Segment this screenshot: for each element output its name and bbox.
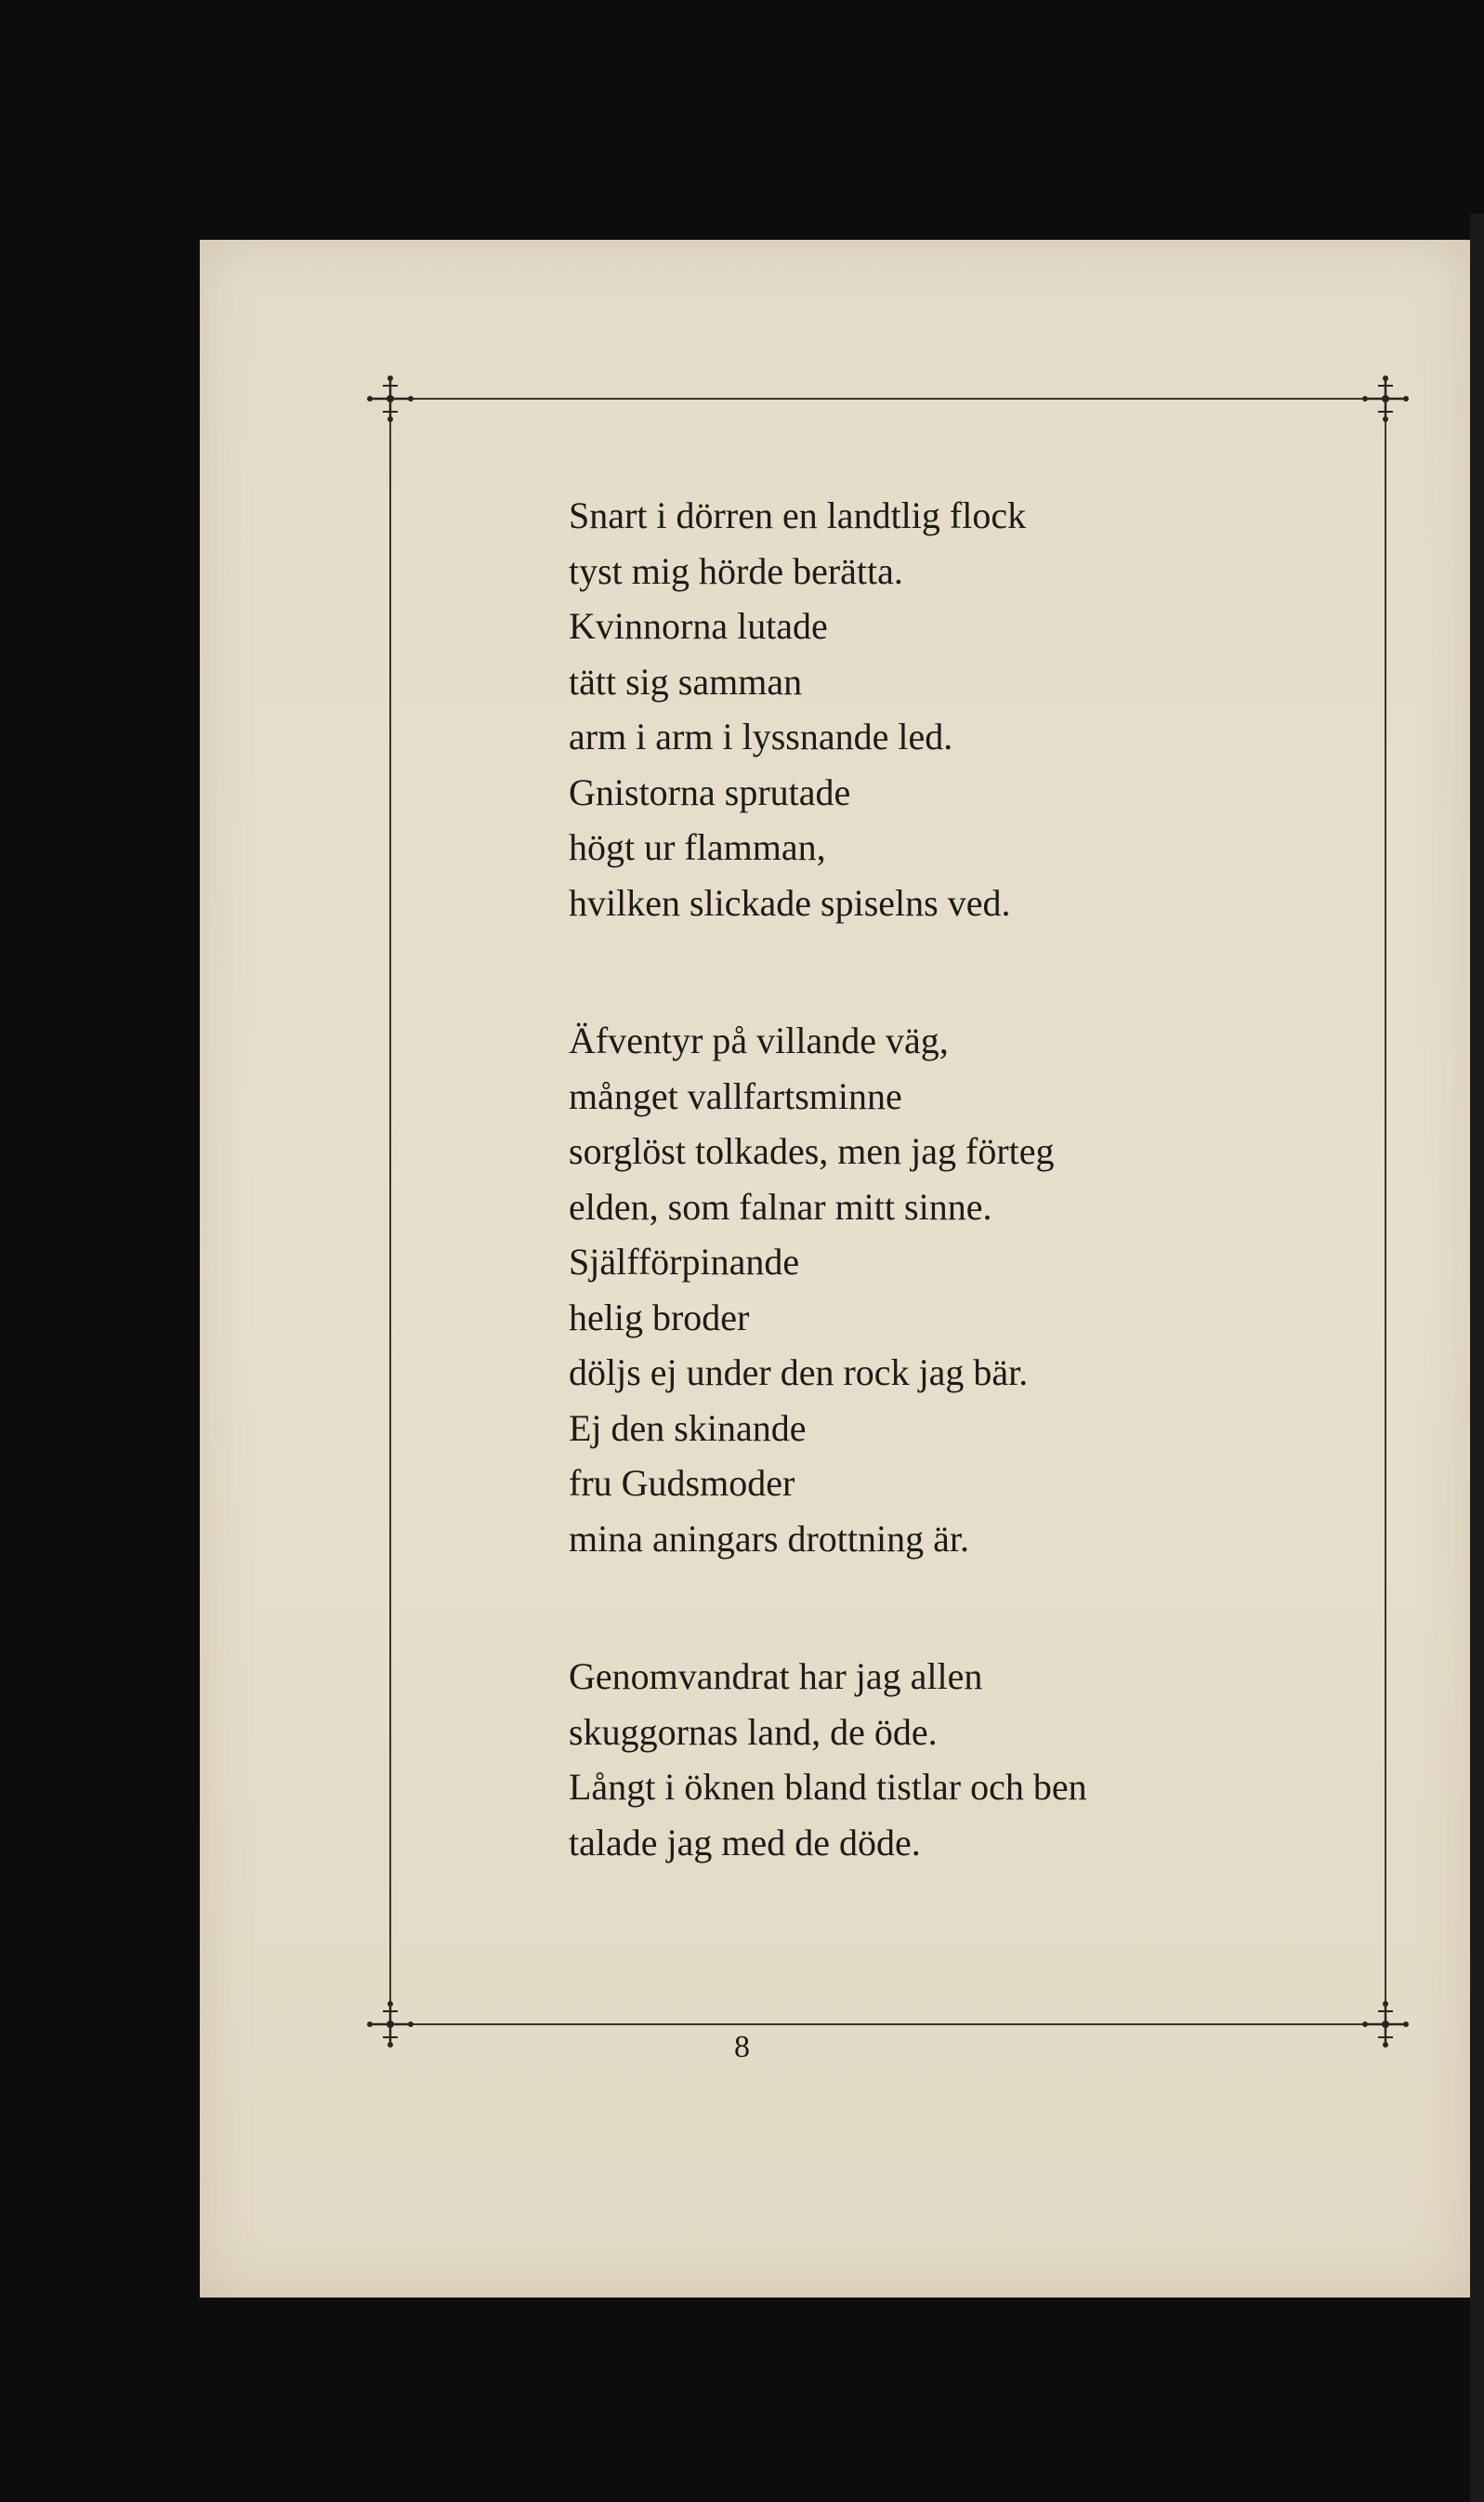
corner-ornament-top-right (1359, 373, 1412, 425)
corner-ornament-top-left (364, 373, 416, 425)
poem-line: Kvinnorna lutade (569, 605, 828, 647)
poem-line: elden, som falnar mitt sinne. (569, 1185, 992, 1228)
poem-line: döljs ej under den rock jag bär. (569, 1351, 1029, 1393)
poem-line: arm i arm i lyssnande led. (569, 716, 953, 757)
poem (569, 488, 1294, 1870)
poem-line: skuggornas land, de öde. (569, 1710, 938, 1753)
frame-top-rule (409, 398, 1386, 400)
poem-line: tyst mig hörde berätta. (569, 549, 903, 592)
poem-line: talade jag med de döde. (569, 1821, 921, 1863)
poem-line: Snart i dörren en landtlig flock (569, 494, 1027, 536)
poem-line: fru Gudsmoder (569, 1462, 795, 1504)
poem-line: sorglöst tolkades, men jag förteg (569, 1130, 1055, 1172)
cross-fleuron-icon (364, 373, 416, 425)
stanza-1 (569, 488, 1294, 930)
poem-line: hvilken slickade spiselns ved. (569, 881, 1011, 924)
page-number: 8 (734, 2030, 750, 2064)
book-spine-edge (1470, 214, 1484, 2502)
poem-line: Själfförpinande (569, 1241, 800, 1283)
cross-fleuron-icon (1359, 373, 1412, 425)
frame-bottom-rule (409, 2023, 1386, 2025)
frame-left-rule (389, 416, 391, 2004)
poem-line: högt ur flamman, (569, 826, 826, 868)
poem-line: helig broder (569, 1296, 750, 1338)
stanza-3 (569, 1649, 1294, 1870)
poem-line: månget vallfartsminne (569, 1074, 902, 1117)
poem-line: Äfventyr på villande väg, (569, 1020, 949, 1061)
poem-line: Gnistorna sprutade (569, 770, 851, 813)
poem-line: tätt sig samman (569, 660, 803, 703)
poem-line: mina aningars drottning är. (569, 1517, 970, 1560)
stanza-2 (569, 1013, 1294, 1566)
frame-right-rule (1385, 416, 1386, 2004)
poem-line: Ej den skinande (569, 1406, 807, 1449)
poem-line: Långt i öknen bland tistlar och ben (569, 1766, 1087, 1808)
poem-line: Genomvandrat har jag allen (569, 1655, 983, 1697)
